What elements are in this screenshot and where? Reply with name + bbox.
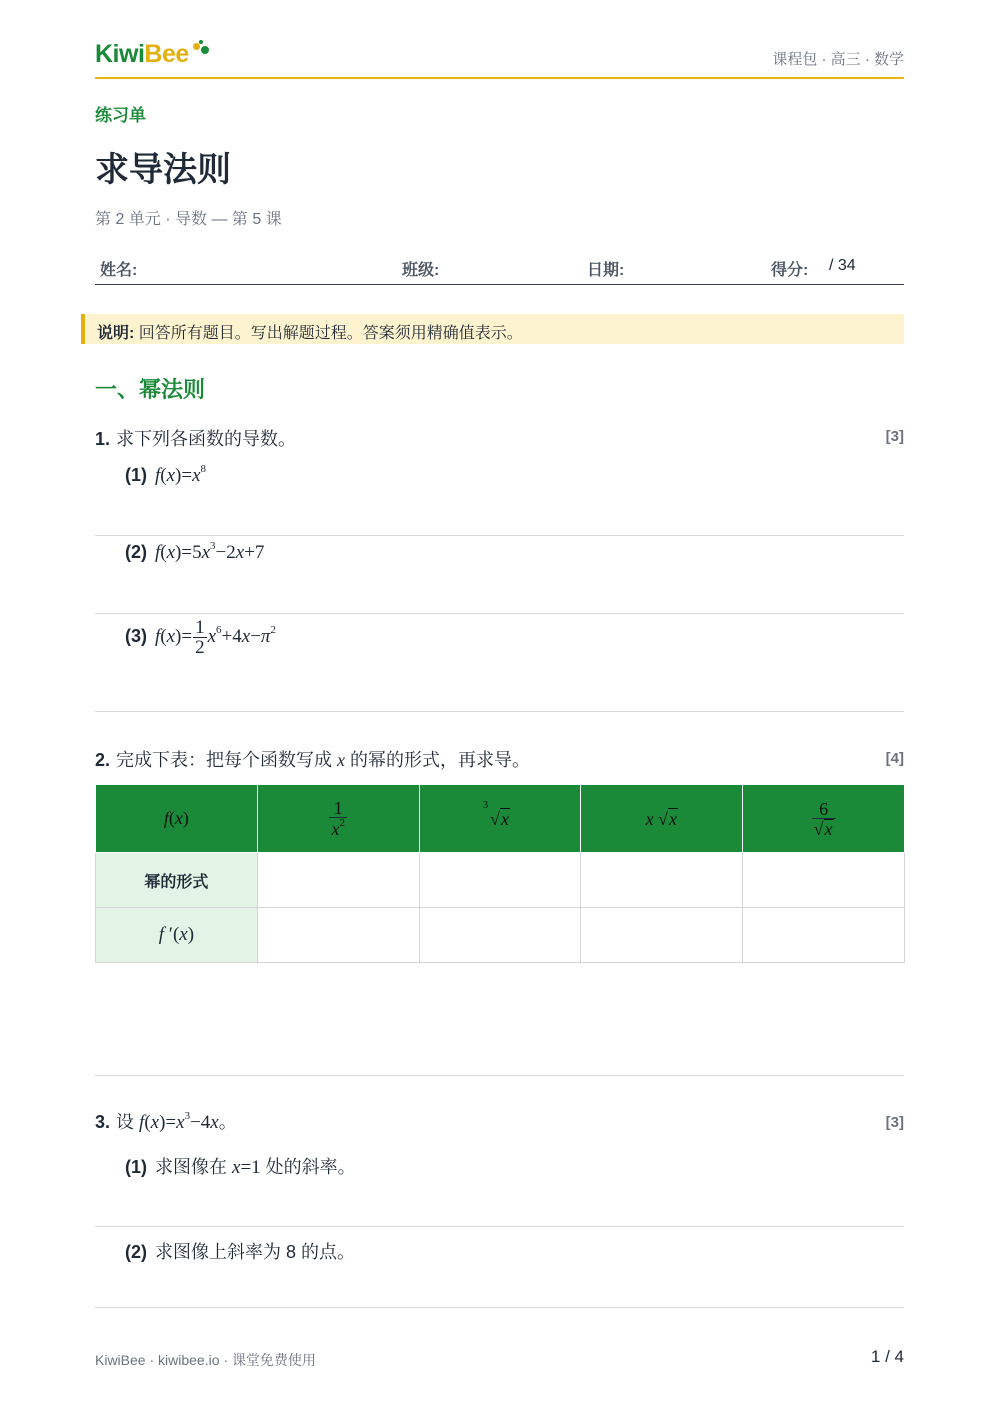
instructions-label: 说明: [97,325,135,342]
instructions-note [81,314,904,344]
table-row [96,908,905,963]
row-label-power-form: 幂的形式 [96,853,258,908]
question-3-part-1: (1) 求图像在 x=1 处的斜率。 [125,1157,356,1178]
answer-cell[interactable] [581,908,743,963]
answer-line[interactable] [95,1075,904,1076]
footer-text: KiwiBee · kiwibee.io · 课堂免费使用 [95,1352,316,1368]
student-info-row [95,251,904,285]
section-title-power-rule: 一、幂法则 [95,377,206,402]
question-3: 3. 设 $f(x)=x^3-4x$。 [95,1110,237,1133]
answer-cell[interactable] [743,853,905,908]
question-number: 1. [95,429,111,449]
question-number: 2. [95,750,111,770]
score-field-label[interactable]: 得分: [771,262,809,279]
math-expression: f(x)= $\frac{1}{2}$ $x^6+4x-\pi^2$ [155,617,276,658]
row-label-derivative: f ′(x) [96,908,258,963]
question-3-part-2: (2) 求图像上斜率为 8 的点。 [125,1242,356,1262]
header-fx: f(x) [96,785,258,853]
page-number: 1 / 4 [870,1347,904,1366]
question-1-part-1: (1) $f(x)=x^8$ [125,463,207,486]
answer-line[interactable] [95,535,904,536]
table-header-row [96,785,905,853]
question-text: 求下列各函数的导数。 [116,429,297,449]
page-subtitle: 第 2 单元 · 导数 — 第 5 课 [95,211,282,228]
header-one-over-x-squared: $\frac{1}{x^2}$ [257,785,419,853]
question-1-part-2: (2) $f(x)=5x^3-2x+7$ [125,540,265,563]
question-3-marks: [3] [885,1114,904,1131]
header-cube-root-x: 3 √x [419,785,581,853]
date-field-label[interactable]: 日期: [587,262,625,279]
answer-cell[interactable] [257,908,419,963]
answer-cell[interactable] [419,908,581,963]
name-field-label[interactable]: 姓名: [100,262,138,279]
power-form-table [95,784,905,963]
answer-cell[interactable] [257,853,419,908]
math-expression: x=1 [232,1157,261,1178]
score-total: / 34 [829,257,856,274]
answer-line[interactable] [95,711,904,712]
answer-cell[interactable] [743,908,905,963]
answer-cell[interactable] [419,853,581,908]
question-number: 3. [95,1112,111,1132]
logo-dots-icon [191,40,211,56]
question-1-part-3: (3) f(x)= $\frac{1}{2}$ $x^6+4x-\pi^2$ [125,617,276,658]
page-title: 求导法则 [95,151,231,189]
header-x-root-x: x √x [581,785,743,853]
page-header [95,38,904,79]
breadcrumb: 课程包 · 高三 · 数学 [772,51,904,68]
question-1 [95,425,296,451]
math-expression: $f(x)=x^3-4x$ [139,1110,219,1133]
question-2: 2. 完成下表：把每个函数写成 x 的幂的形式，再求导。 [95,750,531,770]
question-2-marks: [4] [885,750,904,767]
answer-cell[interactable] [581,853,743,908]
answer-line[interactable] [95,1307,904,1308]
answer-line[interactable] [95,613,904,614]
table-row [96,853,905,908]
math-expression: $f(x)=5x^3-2x+7$ [155,540,265,563]
answer-line[interactable] [95,1226,904,1227]
instructions-text: 回答所有题目。写出解题过程。答案须用精确值表示。 [134,325,523,342]
question-1-marks: [3] [885,428,904,445]
worksheet-kicker: 练习单 [95,106,146,125]
class-field-label[interactable]: 班级: [402,262,440,279]
header-six-over-root-x: $\frac{6}{√x}$ [743,785,905,853]
math-expression: $f(x)=x^8$ [155,463,207,486]
kiwibee-logo[interactable]: KiwiBee [95,40,211,69]
